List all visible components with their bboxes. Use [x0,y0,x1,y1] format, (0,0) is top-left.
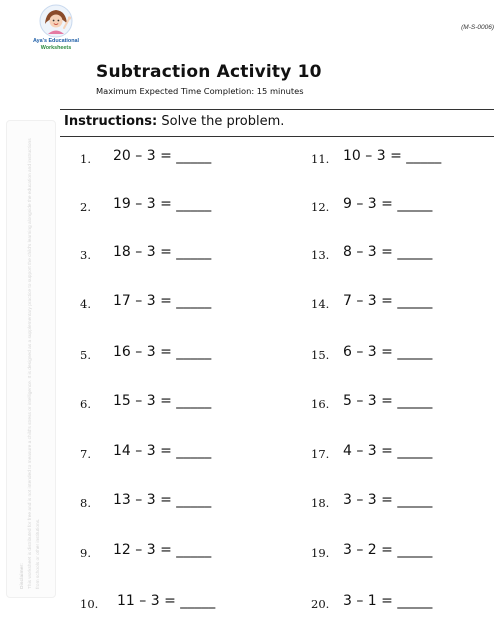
disclaimer-strip [6,120,56,598]
logo-girl-icon [36,4,76,38]
problem-number: 9. [80,546,91,560]
instructions-label: Instructions: [64,114,158,129]
problem-expression: 11 – 3 = _____ [117,593,216,609]
problem-number: 15. [311,348,330,362]
problem-number: 18. [311,496,330,510]
problem-expression: 8 – 3 = _____ [343,244,433,260]
problem-expression: 13 – 3 = _____ [113,492,212,508]
problem-expression: 6 – 3 = _____ [343,344,433,360]
disclaimer-text-block [19,129,43,589]
logo-text [24,38,88,51]
top-divider [60,109,494,110]
problem-expression: 9 – 3 = _____ [343,196,433,212]
problem-number: 3. [80,248,91,262]
problem-expression: 3 – 1 = _____ [343,593,433,609]
problem-number: 5. [80,348,91,362]
problem-number: 2. [80,200,91,214]
problem-expression: 15 – 3 = _____ [113,393,212,409]
problem-number: 10. [80,597,99,611]
problem-expression: 3 – 2 = _____ [343,542,433,558]
problem-number: 20. [311,597,330,611]
page-title: Subtraction Activity 10 [96,62,322,82]
problem-expression: 18 – 3 = _____ [113,244,212,260]
problem-expression: 14 – 3 = _____ [113,443,212,459]
bottom-divider [60,136,494,137]
problem-expression: 20 – 3 = _____ [113,148,212,164]
problem-number: 16. [311,397,330,411]
problem-expression: 12 – 3 = _____ [113,542,212,558]
problem-number: 8. [80,496,91,510]
problem-number: 6. [80,397,91,411]
problem-expression: 10 – 3 = _____ [343,148,442,164]
problem-number: 7. [80,447,91,461]
problem-expression: 5 – 3 = _____ [343,393,433,409]
problem-number: 1. [80,152,91,166]
disclaimer-text: This worksheet is distributed for free and is not intended to measure a child's stress or intelligence. It is designed as a supplementary practice to support the child's learning alongside the education and instructions from schools or other institutions. [28,138,41,589]
problem-expression: 16 – 3 = _____ [113,344,212,360]
problem-expression: 4 – 3 = _____ [343,443,433,459]
logo [24,4,88,56]
problem-number: 14. [311,297,330,311]
problem-expression: 3 – 3 = _____ [343,492,433,508]
problem-expression: 17 – 3 = _____ [113,293,212,309]
instructions [64,114,284,129]
problem-number: 17. [311,447,330,461]
problem-number: 12. [311,200,330,214]
disclaimer-heading: Disclaimer: [20,563,25,589]
problem-expression: 7 – 3 = _____ [343,293,433,309]
problem-number: 4. [80,297,91,311]
worksheet-code: (M-S-0006) [461,24,494,31]
problem-number: 13. [311,248,330,262]
instructions-text: Solve the problem. [161,114,285,129]
logo-line-2: Worksheets [40,44,72,51]
page-subtitle: Maximum Expected Time Completion: 15 minutes [96,86,304,96]
problem-number: 11. [311,152,330,166]
problem-expression: 19 – 3 = _____ [113,196,212,212]
logo-line-1: Aya's Educational [32,38,80,44]
problem-number: 19. [311,546,330,560]
